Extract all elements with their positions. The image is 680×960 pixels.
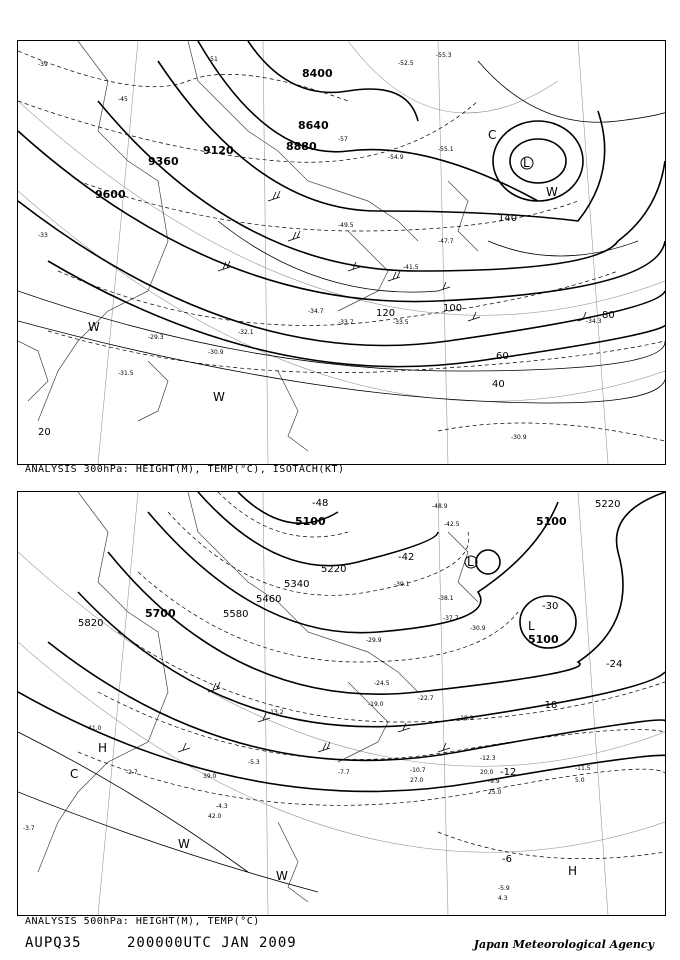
temp-value: -39	[38, 61, 48, 68]
station-value: 4.3	[498, 895, 508, 902]
station-value: -18.9	[458, 715, 474, 722]
station-value: -24.5	[374, 680, 390, 687]
temp-value: -34.3	[586, 318, 602, 325]
warm-symbol: W	[213, 390, 225, 404]
temp-value: -33.7	[338, 319, 354, 326]
temp-contour-label: -30	[542, 601, 559, 612]
station-value: -38.1	[438, 595, 454, 602]
temp-value: -30.9	[511, 434, 527, 441]
station-value: 39.0	[203, 773, 217, 780]
station-value: -7.7	[338, 769, 350, 776]
cold-symbol: C	[488, 128, 497, 142]
height-label: 5580	[223, 609, 249, 620]
temp-value: -31.5	[118, 370, 134, 377]
map-500hpa-caption: ANALYSIS 500hPa: HEIGHT(M), TEMP(°C)	[25, 916, 260, 927]
chart-code: AUPQ35	[25, 935, 82, 951]
height-label: 9120	[203, 144, 234, 157]
station-value: 20.0	[480, 769, 494, 776]
valid-time: 200000UTC JAN 2009	[127, 935, 297, 951]
isotach-label: 100	[443, 303, 463, 314]
station-value: -37.7	[443, 615, 459, 622]
station-value: -22.7	[418, 695, 434, 702]
isotherms	[18, 51, 665, 441]
height-label: 8880	[286, 140, 317, 153]
cold-symbol: C	[70, 767, 79, 781]
temp-value: -55.1	[438, 146, 454, 153]
height-label: 5220	[321, 564, 347, 575]
temp-value: -55.3	[436, 52, 452, 59]
temp-contour-label: -6	[502, 854, 512, 865]
map-300hpa-caption: ANALYSIS 300hPa: HEIGHT(M), TEMP(°C), ISOTACH(KT)	[25, 464, 345, 475]
map-300hpa-svg	[18, 41, 665, 464]
height-label: 5220	[595, 499, 621, 510]
temp-value: -34.7	[308, 308, 324, 315]
temp-value: -33.5	[393, 319, 409, 326]
temp-value: -32.1	[238, 329, 254, 336]
warm-symbol: W	[276, 869, 288, 883]
station-value: -12.3	[480, 755, 496, 762]
station-value: 41.0	[88, 725, 102, 732]
height-label: 8640	[298, 119, 329, 132]
height-label: 5340	[284, 579, 310, 590]
graticule	[18, 492, 665, 915]
temp-value: -33	[38, 232, 48, 239]
temp-value: -51	[208, 56, 218, 63]
station-value: -48.9	[432, 503, 448, 510]
temp-value: -52.5	[398, 60, 414, 67]
high-symbol: H	[568, 864, 578, 878]
temp-contour-label: -42	[398, 552, 415, 563]
warm-symbol: W	[546, 185, 558, 199]
low-symbol: L	[467, 555, 474, 569]
station-value: -10.7	[410, 767, 426, 774]
low-symbol: L	[523, 156, 530, 170]
station-value: -13.2	[268, 709, 284, 716]
warm-symbol: W	[88, 320, 100, 334]
station-value: -19.0	[368, 701, 384, 708]
temp-value: -54.9	[388, 154, 404, 161]
height-label: 5700	[145, 607, 176, 620]
temp-value: -29.3	[148, 334, 164, 341]
station-value: 25.0	[488, 789, 502, 796]
low-symbol: L	[528, 619, 535, 633]
warm-symbol: W	[178, 837, 190, 851]
height-label: 5460	[256, 594, 282, 605]
height-label: 5100	[295, 515, 326, 528]
station-value: 5.0	[575, 777, 585, 784]
temp-contour-label: -18	[541, 700, 558, 711]
height-contours	[18, 41, 665, 367]
station-value: -3.7	[23, 825, 35, 832]
station-value: 27.0	[410, 777, 424, 784]
temp-value: -57	[338, 136, 348, 143]
isotach-label: 120	[376, 308, 396, 319]
station-value: -9.9	[488, 778, 500, 785]
thin-contours	[18, 732, 318, 892]
isotach-label: 140	[498, 213, 518, 224]
temp-contour-label: -48	[312, 498, 329, 509]
height-label: 5100	[536, 515, 567, 528]
temp-value: -47.7	[438, 238, 454, 245]
temp-contour-label: -12	[500, 767, 517, 778]
height-label: 5820	[78, 618, 104, 629]
station-value: -29.9	[366, 637, 382, 644]
isotherms	[78, 492, 665, 859]
isotachs	[18, 61, 665, 403]
isotach-label: 80	[602, 310, 615, 321]
agency-name: Japan Meteorological Agency	[473, 938, 654, 951]
station-value: -30.9	[470, 625, 486, 632]
temp-value: -49.5	[338, 222, 354, 229]
height-label: 9600	[95, 188, 126, 201]
isotach-label: 60	[496, 351, 509, 362]
isotach-label: 20	[38, 427, 51, 438]
height-label: 9360	[148, 155, 179, 168]
station-value: -42.5	[444, 521, 460, 528]
map-500hpa-svg	[18, 492, 665, 915]
temp-value: -41.5	[403, 264, 419, 271]
temp-contour-label: -24	[606, 659, 623, 670]
station-value: 42.0	[208, 813, 222, 820]
temp-value: -45	[118, 96, 128, 103]
map-300hpa	[17, 40, 666, 465]
height-contours	[18, 492, 665, 791]
graticule	[18, 41, 665, 464]
height-label: 8400	[302, 67, 333, 80]
station-value: -5.9	[498, 885, 510, 892]
height-label: 5100	[528, 633, 559, 646]
isotach-label: 40	[492, 379, 505, 390]
station-value: -2.7	[126, 769, 138, 776]
station-value: -11.5	[575, 765, 591, 772]
station-value: -5.3	[248, 759, 260, 766]
temp-value: -30.9	[208, 349, 224, 356]
station-value: -4.3	[216, 803, 228, 810]
map-500hpa	[17, 491, 666, 916]
station-value: -39.1	[394, 581, 410, 588]
high-symbol: H	[98, 741, 108, 755]
